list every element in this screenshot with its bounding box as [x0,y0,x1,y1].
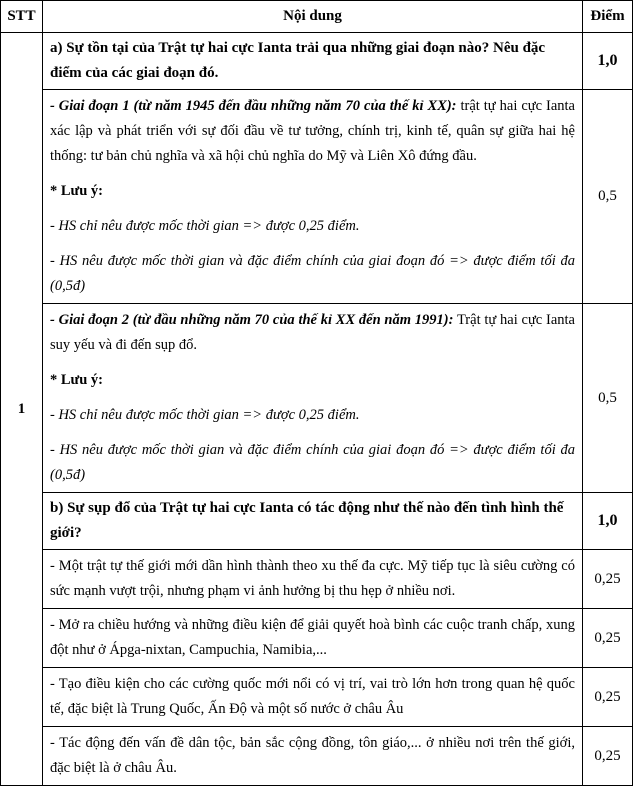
stage1-note-2: - HS nêu được mốc thời gian và đặc điểm chính của giai đoạn đó => được điểm tối đa (0,5đ) [50,253,575,294]
part-b-question: b) Sự sụp đổ của Trật tự hai cực Ianta có tác động như thế nào đến tình hình thế giới? [43,493,583,550]
table-row [1,727,633,786]
table-row [1,609,633,668]
part-b-item-4-score: 0,25 [583,727,633,786]
part-b-score: 1,0 [583,493,633,550]
stage1-note-label: * Lưu ý: [50,183,104,199]
table-row [1,550,633,609]
stage2-note-2: - HS nêu được mốc thời gian và đặc điểm chính của giai đoạn đó => được điểm tối đa (0,5đ) [50,442,575,483]
header-diem: Điểm [583,1,633,33]
part-b-item-2: - Mở ra chiều hướng và những điều kiện để giải quyết hoà bình các cuộc tranh chấp, xung đột như ở Ápga-nixtan, Campuchia, Namibia,... [43,609,583,668]
part-b-item-1-score: 0,25 [583,550,633,609]
header-stt: STT [1,1,43,33]
header-row [1,1,633,33]
part-a-score: 1,0 [583,33,633,90]
part-b-item-2-score: 0,25 [583,609,633,668]
table-row [1,668,633,727]
stage2-note-1: - HS chỉ nêu được mốc thời gian => được 0,25 điểm. [50,407,360,423]
stage2-cell [43,304,583,493]
stage1-body: trật tự hai cực Ianta xác lập và phát triển với sự đối đầu về tư tưởng, chính trị, kinh tế, quân sự giữa hai hệ thống: tư bản chủ nghĩa và xã hội chủ nghĩa do Mỹ và Liên Xô đứng đầu. [50,98,575,164]
stage1-heading: - Giai đoạn 1 (từ năm 1945 đến đầu những năm 70 của thế kỉ XX): [50,98,457,114]
stage1-score: 0,5 [583,90,633,304]
stage2-body: Trật tự hai cực Ianta suy yếu và đi đến sụp đổ. [50,312,575,353]
stage1-row [1,90,633,304]
header-noi-dung: Nội dung [43,1,583,33]
part-b-item-1: - Một trật tự thế giới mới dần hình thành theo xu thế đa cực. Mỹ tiếp tục là siêu cường có sức mạnh vượt trội, nhưng phạm vi ảnh hưởng bị thu hẹp ở nhiều nơi. [43,550,583,609]
stage2-heading: - Giai đoạn 2 (từ đầu những năm 70 của thế kỉ XX đến năm 1991): [50,312,454,328]
row-number: 1 [1,33,43,786]
part-b-item-3: - Tạo điều kiện cho các cường quốc mới nổi có vị trí, vai trò lớn hơn trong quan hệ quốc tế, đặc biệt là Trung Quốc, Ấn Độ và một số nước ở châu Âu [43,668,583,727]
stage2-row [1,304,633,493]
part-a-question-row [1,33,633,90]
part-b-question-row [1,493,633,550]
part-b-item-3-score: 0,25 [583,668,633,727]
stage1-cell [43,90,583,304]
part-b-item-4: - Tác động đến vấn đề dân tộc, bản sắc cộng đồng, tôn giáo,... ở nhiều nơi trên thế giới, đặc biệt là ở châu Âu. [43,727,583,786]
stage1-note-1: - HS chỉ nêu được mốc thời gian => được 0,25 điểm. [50,218,360,234]
part-a-question: a) Sự tồn tại của Trật tự hai cực Ianta trải qua những giai đoạn nào? Nêu đặc điểm của các giai đoạn đó. [43,33,583,90]
stage2-note-label: * Lưu ý: [50,372,104,388]
stage2-score: 0,5 [583,304,633,493]
